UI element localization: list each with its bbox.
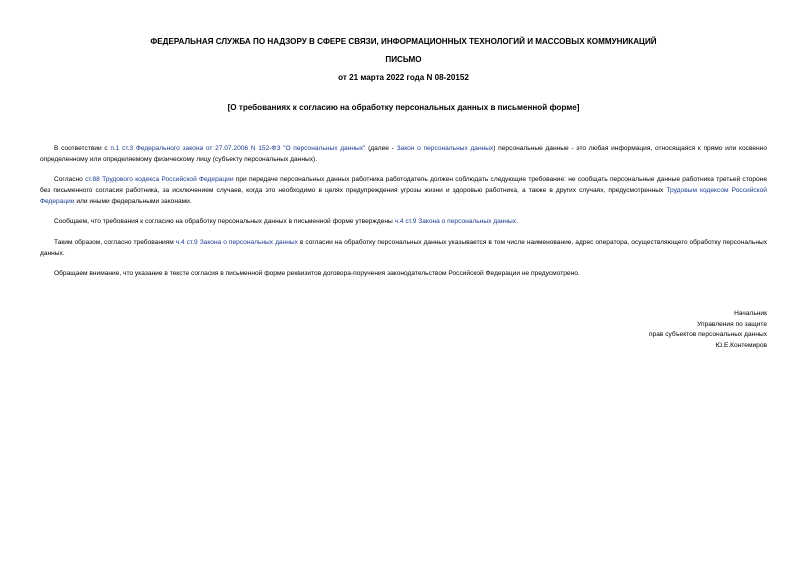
document-type: ПИСЬМО	[385, 55, 422, 64]
paragraph-5	[40, 268, 767, 279]
signature-name: Ю.Е.Контемиров	[715, 341, 767, 349]
paragraph-3	[40, 216, 767, 227]
paragraph-text: В соответствии с	[54, 145, 111, 152]
agency-name: ФЕДЕРАЛЬНАЯ СЛУЖБА ПО НАДЗОРУ В СФЕРЕ СВЯЗИ, ИНФОРМАЦИОННЫХ ТЕХНОЛОГИЙ И МАССОВЫХ КОММУНИКАЦИЙ	[150, 37, 657, 46]
signature-department: Управления по защите	[697, 320, 767, 328]
paragraph-text: при передаче персональных данных работника работодатель должен соблюдать следующие требование: не сообщать персональные данные работника третьей стороне без письменного согласия работника, за исключением случаев, когда это необходимо в целях предупреждения угрозы жизни и здоровью работника, а также в других случаях, предусмотренных	[40, 176, 767, 194]
paragraph-4	[40, 237, 767, 259]
paragraph-text: в согласии на обработку персональных данных указывается в том числе наименование, адрес оператора, осуществляющего обработку персональных данных.	[40, 239, 767, 257]
paragraph-text: Сообщаем, что требования к согласию на обработку персональных данных в письменной форме утверждены	[54, 218, 395, 225]
paragraph-text: Таким образом, согласно требованиям	[54, 239, 176, 246]
link-labor-code[interactable]: Трудовым кодексом Российской Федерации	[40, 187, 767, 205]
paragraph-2	[40, 174, 767, 207]
signature-position: Начальник	[734, 310, 767, 317]
paragraph-text: Согласно	[54, 176, 86, 183]
link-law-152fz[interactable]: п.1 ст.3 Федерального закона от 27.07.2006 N 152-ФЗ "О персональных данных"	[110, 145, 366, 152]
document-subject: [О требованиях к согласию на обработку персональных данных в письменной форме]	[227, 103, 580, 112]
signature-block	[467, 309, 767, 351]
paragraph-text: или иными федеральными законами.	[74, 198, 192, 205]
link-labor-code-art88[interactable]: ст.88 Трудового кодекса Российской Федерации	[85, 176, 234, 183]
paragraph-text: ) персональные данные - это любая информация, относящаяся к прямо или косвенно определенному или определяемому физическому лицу (субъекту персональных данных).	[40, 145, 767, 163]
paragraph-text: .	[516, 218, 518, 225]
signature-department-cont: прав субъектов персональных данных	[648, 331, 767, 339]
link-art9-part4[interactable]: ч.4 ст.9 Закона о персональных данных	[394, 218, 517, 225]
link-personal-data-law[interactable]: Закон о персональных данных	[396, 145, 494, 152]
paragraph-text: Обращаем внимание, что указание в тексте согласия в письменной форме реквизитов договора-поручения законодательством Российской Федерации не предусмотрено.	[54, 270, 580, 277]
document-date-number: от 21 марта 2022 года N 08-20152	[338, 73, 469, 82]
paragraph-text: (далее -	[365, 145, 397, 152]
link-art9-part4[interactable]: ч.4 ст.9 Закона о персональных данных	[175, 239, 298, 246]
paragraph-1	[40, 143, 767, 165]
